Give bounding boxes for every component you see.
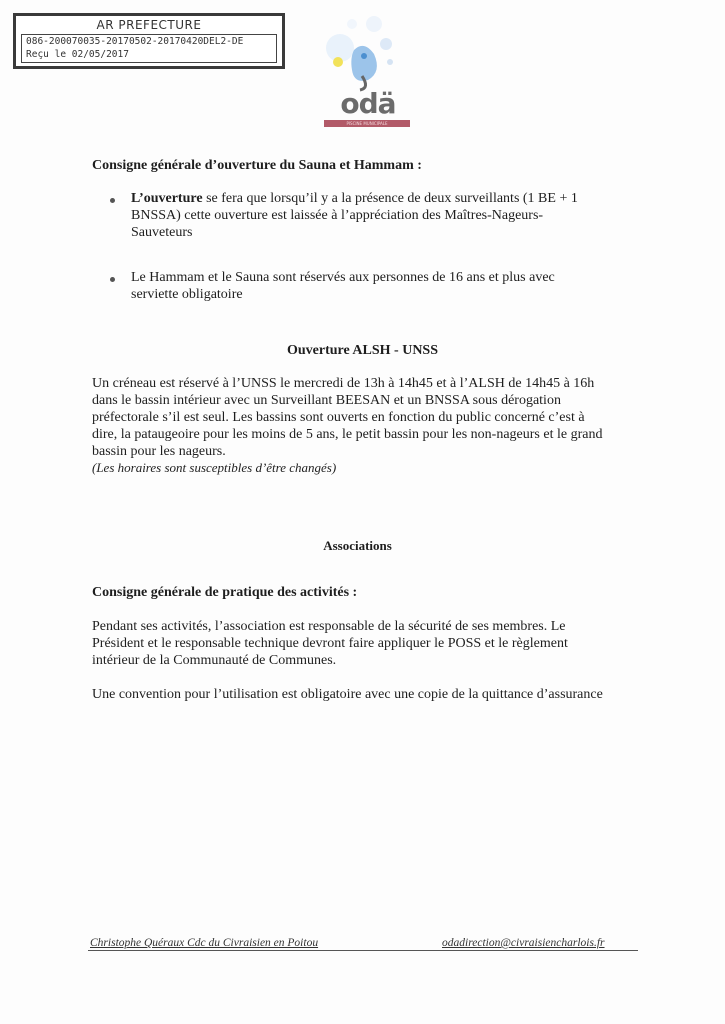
alsh-line: dire, la pataugeoire pour les moins de 5 ans, le petit bassin pour les non-nageurs et le grand <box>92 427 603 442</box>
prefecture-stamp <box>13 13 285 69</box>
footer-author: Christophe Quéraux Cdc du Civraisien en Poitou <box>90 937 319 949</box>
sauna-heading: Consigne générale d’ouverture du Sauna et Hammam : <box>92 158 422 173</box>
alsh-heading: Ouverture ALSH - UNSS <box>286 343 439 358</box>
sauna-bullet-2-line-2: serviette obligatoire <box>131 287 243 302</box>
stamp-reference: 086-200070035-20170502-20170420DEL2-DE <box>26 36 244 47</box>
stamp-details <box>21 34 277 63</box>
sauna-bullet-1-line-3: Sauveteurs <box>131 225 193 240</box>
associations-subheading: Consigne générale de pratique des activités : <box>92 585 358 600</box>
stamp-received-date: Reçu le 02/05/2017 <box>26 48 129 60</box>
associations-para-1-line: intérieur de la Communauté de Communes. <box>92 653 337 668</box>
footer-rule <box>88 950 638 951</box>
sauna-bullet-1-line-2: BNSSA) cette ouverture est laissée à l’appréciation des Maîtres-Nageurs- <box>131 208 544 223</box>
alsh-line: Un créneau est réservé à l’UNSS le mercredi de 13h à 14h45 et à l’ALSH de 14h45 à 16h <box>92 376 595 391</box>
bullet-1-bold-lead: L’ouverture <box>131 191 203 206</box>
logo-wordmark: odä <box>340 87 396 120</box>
associations-para-1-line: Pendant ses activités, l’association est responsable de la sécurité de ses membres. Le <box>92 619 566 634</box>
footer-email[interactable]: odadirection@civraisiencharlois.fr <box>442 937 605 949</box>
sauna-bullet-1-line-1 <box>131 190 578 207</box>
associations-heading: Associations <box>323 538 392 553</box>
alsh-line: préfectorale s’il est seul. Les bassins sont ouverts en fonction du public concerné c’est à <box>92 410 585 425</box>
bullet-1-line-1-rest: se fera que lorsqu’il y a la présence de deux surveillants (1 BE + 1 <box>202 191 578 206</box>
logo-band: PISCINE MUNICIPALE <box>324 120 410 127</box>
associations-para-2: Une convention pour l’utilisation est obligatoire avec une copie de la quittance d’assurance <box>92 687 603 702</box>
alsh-note: (Les horaires sont susceptibles d’être changés) <box>92 460 337 475</box>
bullet-icon <box>110 277 115 282</box>
oda-logo <box>324 14 410 128</box>
bullet-icon <box>110 198 115 203</box>
alsh-line: dans le bassin intérieur avec un Surveillant BEESAN et un BNSSA sous dérogation <box>92 393 561 408</box>
stamp-title: AR PREFECTURE <box>96 18 202 32</box>
bubbles-icon <box>324 14 410 94</box>
sauna-bullet-2-line-1: Le Hammam et le Sauna sont réservés aux personnes de 16 ans et plus avec <box>131 270 555 285</box>
alsh-line: bassin pour les nageurs. <box>92 444 226 459</box>
associations-para-1-line: Président et le responsable technique devront faire appliquer le POSS et le règlement <box>92 636 568 651</box>
